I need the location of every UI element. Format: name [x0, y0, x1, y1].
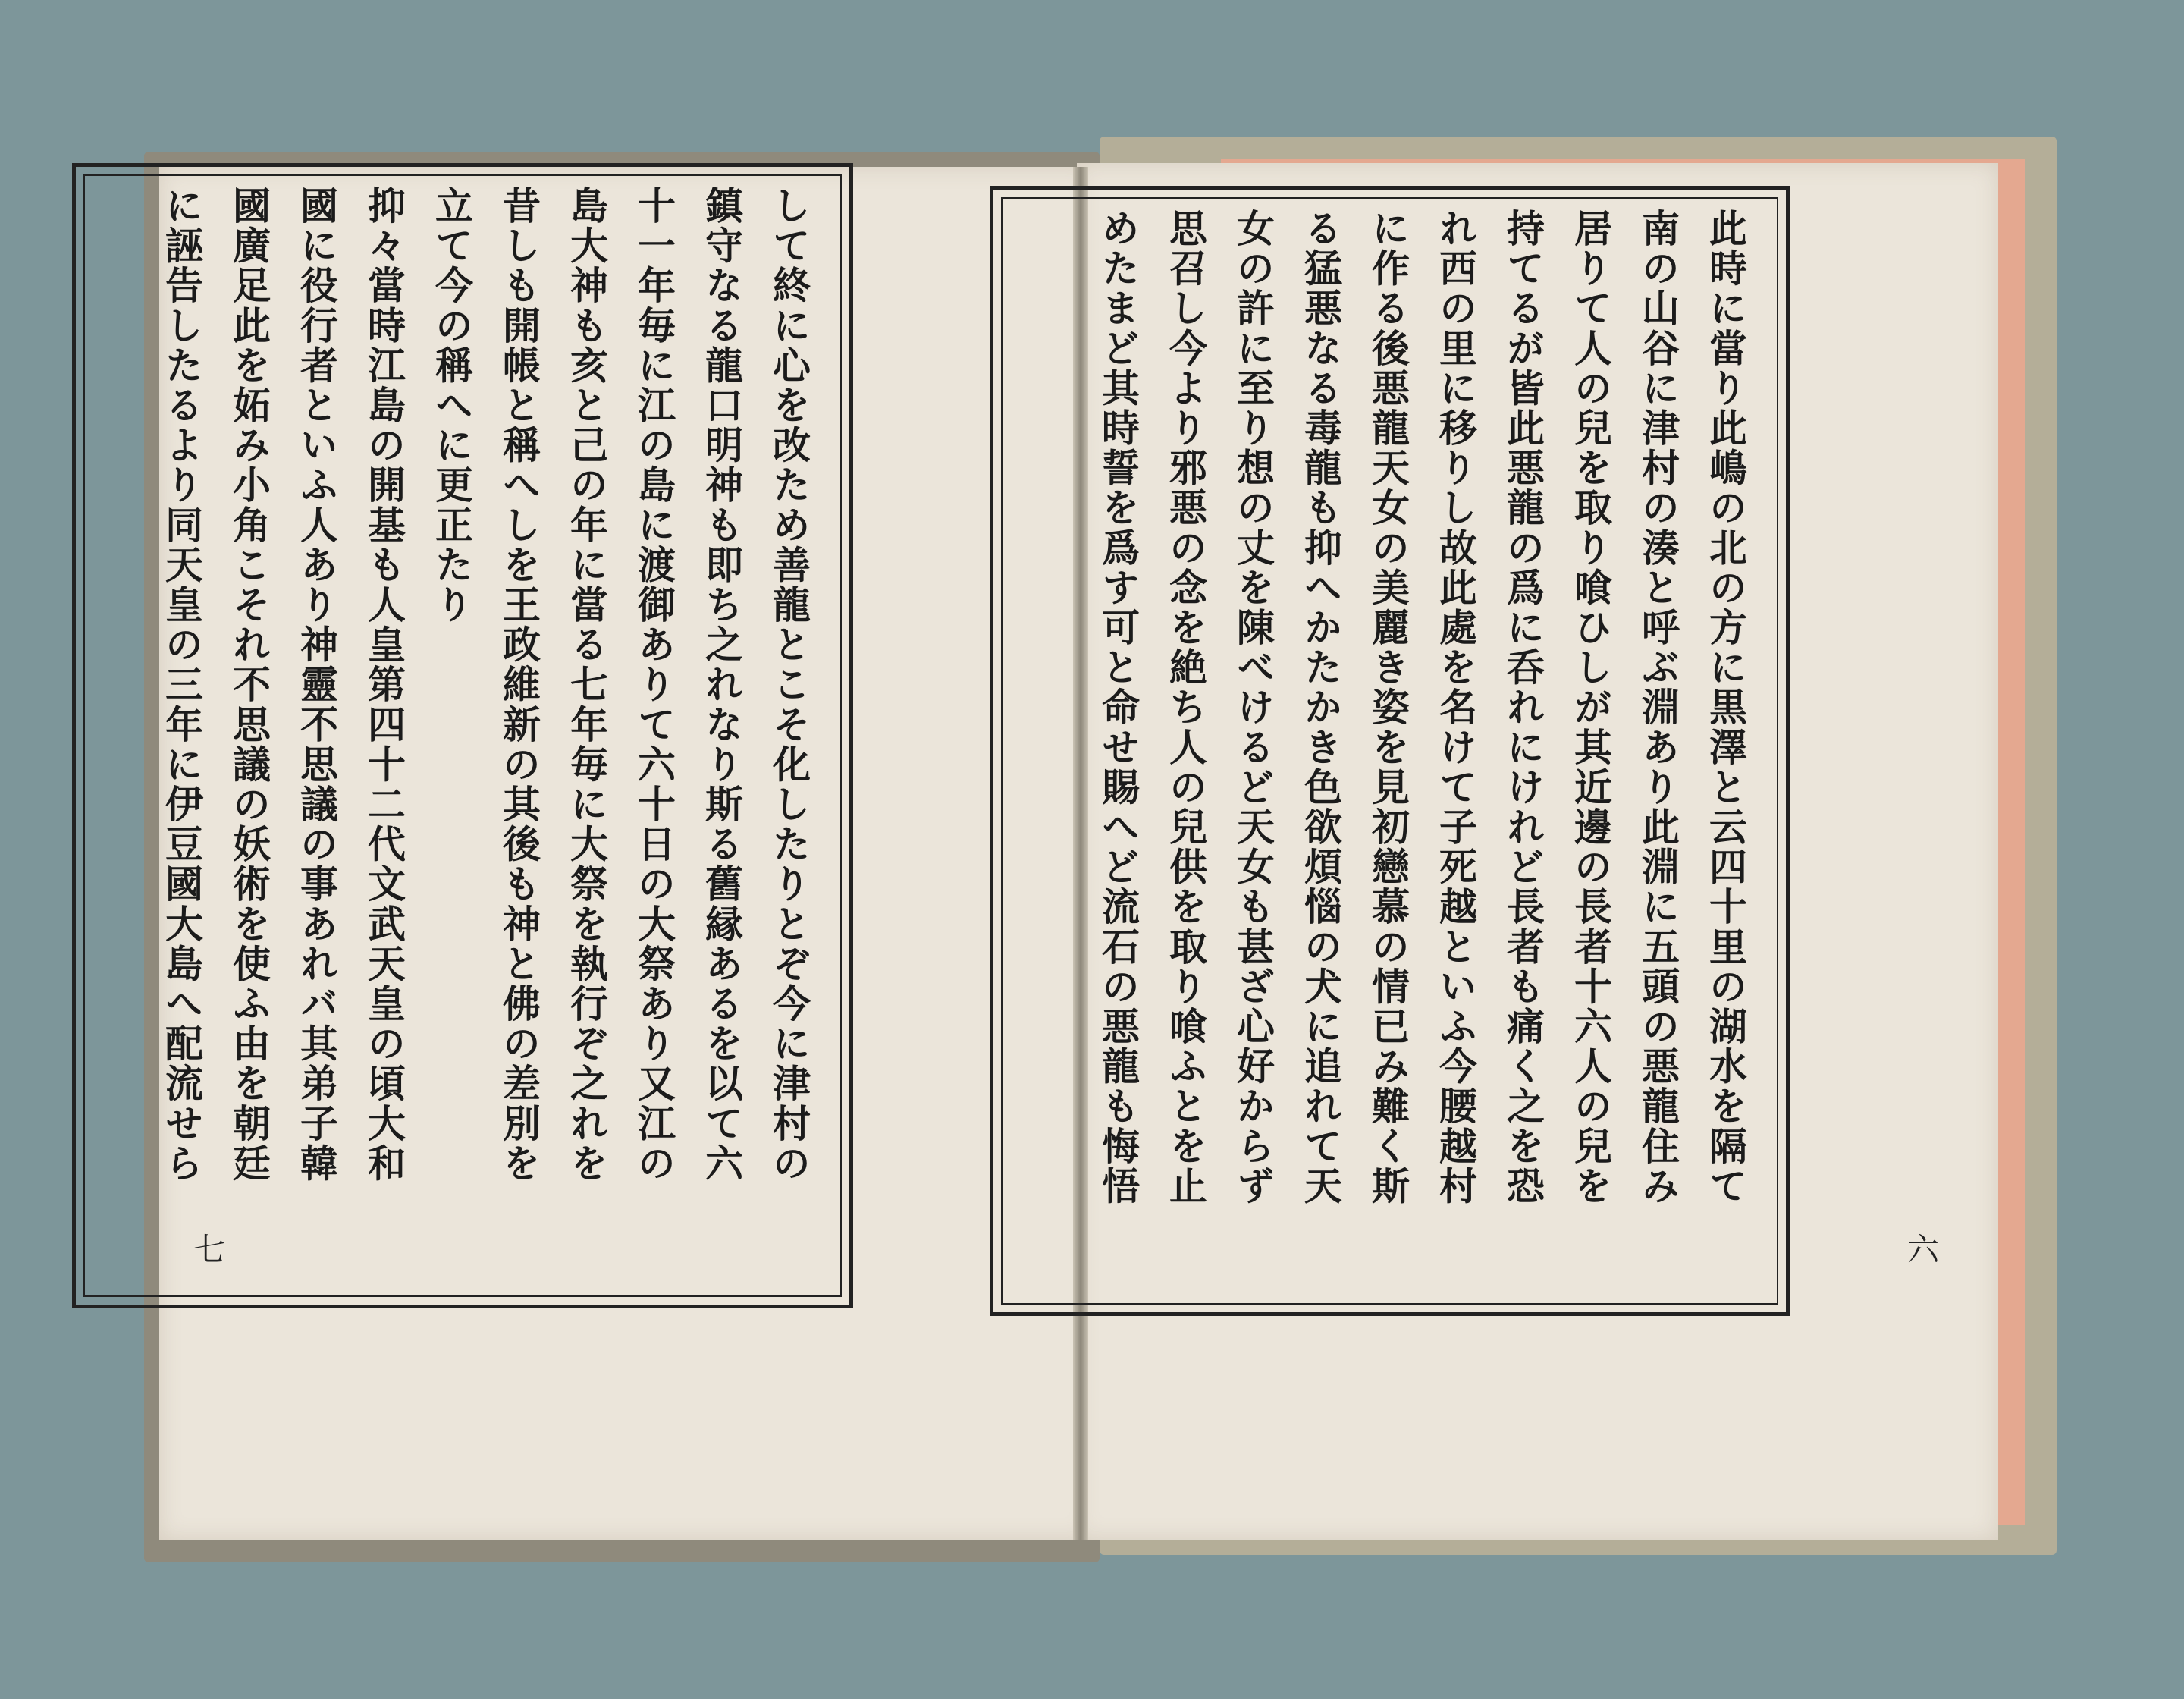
text-line: 抑々當時江島の開基も人皇第四十二代文武天皇の頃大和 [362, 186, 406, 1183]
text-line: めたまど其時誓を爲す可と命せ賜へど流石の悪龍も悔悟 [1096, 209, 1141, 1206]
right-page-text [1020, 209, 1759, 1286]
text-line: 居りて人の兒を取り喰ひしが其近邊の長者十六人の兒を [1568, 209, 1613, 1206]
text-line: 此時に當り此嶋の北の方に黒澤と云四十里の湖水を隔て [1703, 209, 1748, 1206]
text-line: 國に役行者といふ人あり神靈不思議の事あれバ其弟子韓 [294, 186, 339, 1183]
text-line: 十一年毎に江の島に渡御ありて六十日の大祭あり又江の [632, 186, 676, 1183]
text-line: に作る後悪龍天女の美麗き姿を見初戀慕の情已み難く斯 [1366, 209, 1410, 1206]
right-page-number: 六 [1907, 1231, 1940, 1268]
text-line: 鎮守なる龍口明神も即ち之れなり斯る舊縁あるを以て六 [699, 186, 744, 1183]
text-line: 思召し今より邪悪の念を絶ち人の兒供を取り喰ふとを止 [1163, 209, 1208, 1206]
text-line: 持てるが皆此悪龍の爲に呑れにけれど長者も痛く之を恐 [1501, 209, 1545, 1206]
text-line: に誣告したるより同天皇の三年に伊豆國大島へ配流せら [159, 186, 204, 1183]
text-line: 島大神も亥と己の年に當る七年毎に大祭を執行ぞ之れを [564, 186, 609, 1183]
left-page-text [99, 186, 823, 1278]
text-line: る猛悪なる毒龍も抑へかたかき色欲煩惱の犬に追れて天 [1298, 209, 1343, 1206]
text-line: 女の許に至り想の丈を陳べけるど天女も甚ざ心好からず [1231, 209, 1276, 1206]
text-line: して終に心を改ため善龍とこそ化したりとぞ今に津村の [767, 186, 811, 1183]
text-line: 南の山谷に津村の湊と呼ぶ淵あり此淵に五頭の悪龍住み [1636, 209, 1680, 1206]
left-page-number: 七 [193, 1231, 226, 1268]
text-line: れ西の里に移りし故此處を名けて子死越といふ今腰越村 [1433, 209, 1478, 1206]
text-line: 國廣足此を妬み小角こそれ不思議の妖術を使ふ由を朝廷 [227, 186, 271, 1183]
text-line: 昔しも開帳と稱へしを王政維新の其後も神と佛の差別を [497, 186, 541, 1183]
text-line: 立て今の稱へに更正たり [429, 186, 474, 625]
